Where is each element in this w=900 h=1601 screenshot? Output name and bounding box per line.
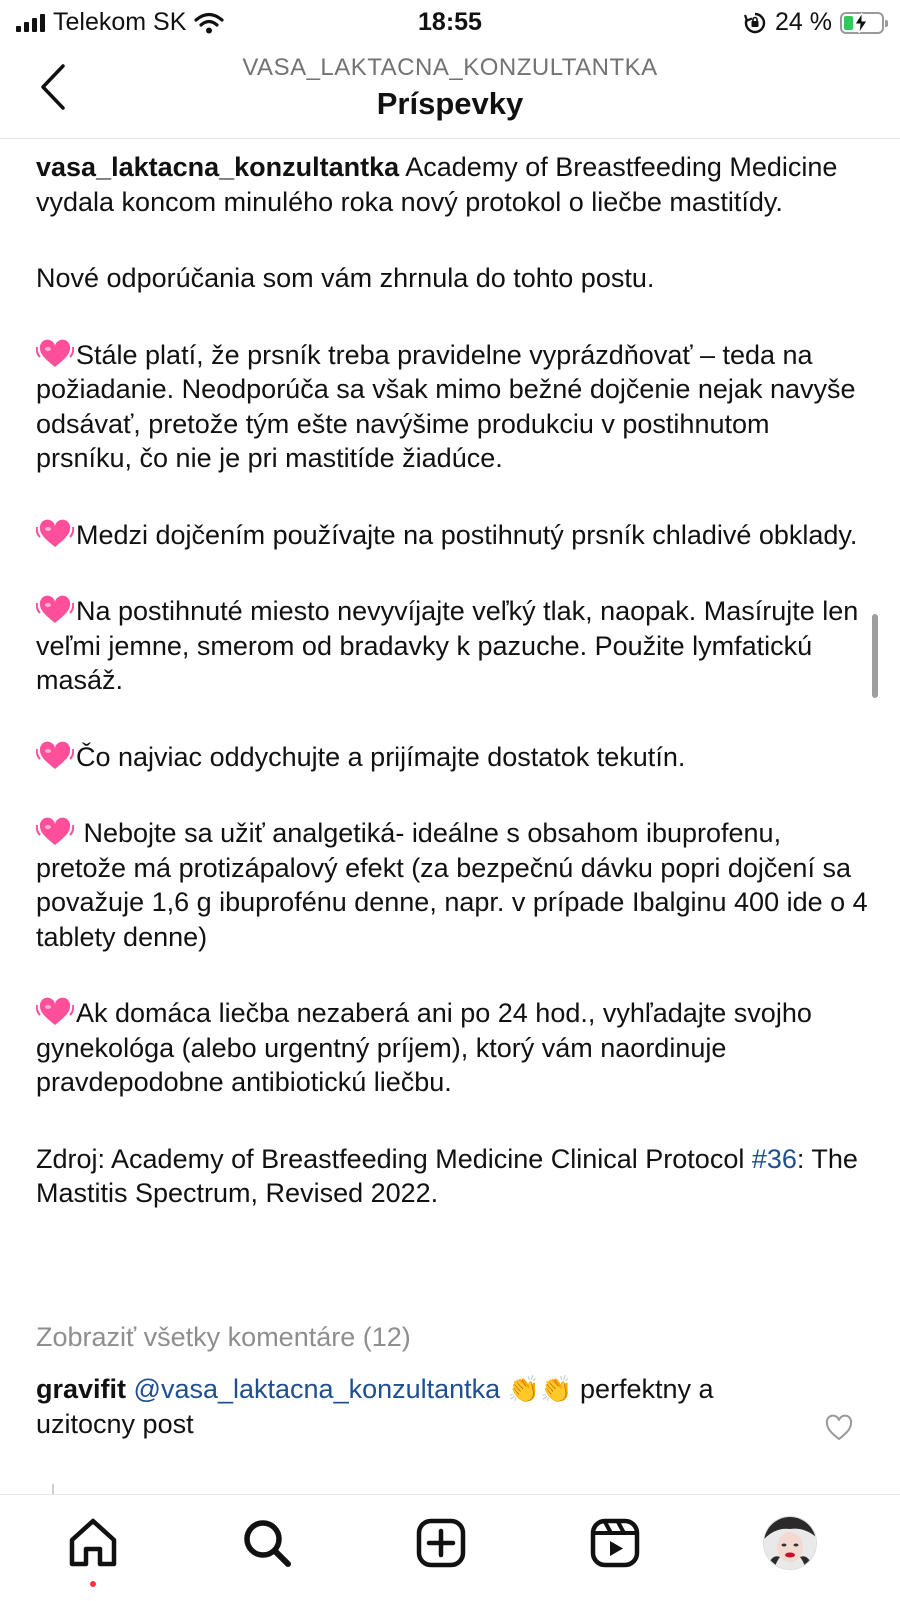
tab-home[interactable] [63,1513,123,1573]
profile-avatar [763,1516,817,1570]
battery-cap [885,20,888,27]
tab-create[interactable] [411,1513,471,1573]
page-title: Príspevky [376,86,524,121]
caption-point [36,338,870,476]
comment-text: perfektny a uzitocny post [36,1374,714,1439]
post-caption [36,150,870,1211]
sparkling-heart-icon [36,817,74,847]
source-prefix: Zdroj: Academy of Breastfeeding Medicine Clinical Protocol [36,1143,752,1174]
bottom-tab-bar [0,1494,900,1601]
caption-point [36,996,870,1100]
caption-point-text: Nebojte sa užiť analgetiká- ideálne s obsahom ibuprofenu, pretože má protizápalový efekt (za bezpečnú dávku popri dojčení sa považuje 1,6 g ibuprofénu denne, napr. v prípade Ibalginu 400 ide o 4 tablety denne) [36,818,868,952]
sparkling-heart-icon [36,519,74,549]
status-bar [0,0,900,44]
caption-point-text: Na postihnuté miesto nevyvíjajte veľký tlak, naopak. Masírujte len veľmi jemne, smerom od bradavky k pazuche. Použite lymfatickú masáž. [36,596,859,695]
caption-point [36,594,870,698]
clock: 18:55 [418,8,482,36]
orientation-lock-icon [743,11,767,35]
clapping-hands-emoji: 👏👏 [507,1374,573,1404]
page-header [0,44,900,139]
sparkling-heart-icon [36,595,74,625]
caption-intro-paragraph [36,150,870,219]
comment-username[interactable]: gravifit [36,1374,127,1404]
home-icon [66,1516,120,1570]
caption-point-text: Stále platí, že prsník treba pravidelne vyprázdňovať – teda na požiadanie. Neodporúča sa však mimo bežné dojčenie nejak navyše odsávať, pretože tým ešte navýšime produkciu v postihnutom prsníku, čo nie je pri mastitíde žiadúce. [36,339,856,473]
status-right [743,8,884,37]
sparkling-heart-icon [36,339,74,369]
notification-dot [90,1581,96,1587]
caption-username[interactable]: vasa_laktacna_konzultantka [36,152,400,182]
caption-intro: Academy of Breastfeeding Medicine vydala koncom minulého roka nový protokol o liečbe mastitídy. [36,152,838,217]
caption-point [36,518,870,553]
charging-bolt-icon [854,13,868,33]
caption-source [36,1142,870,1211]
tab-reels[interactable] [585,1513,645,1573]
comment-like-heart-icon[interactable] [824,1414,854,1442]
tab-search[interactable] [237,1513,297,1573]
comment-item [36,1372,816,1441]
caption-point [36,816,870,954]
battery-level [844,16,853,30]
avatar-image [764,1517,816,1569]
battery-icon [840,12,884,34]
create-icon [414,1516,468,1570]
tab-profile[interactable] [760,1513,820,1573]
search-icon [240,1516,294,1570]
battery-percent: 24 % [775,8,832,36]
comment-mention[interactable]: @vasa_laktacna_konzultantka [133,1374,501,1404]
source-suffix: : The Mastitis Spectrum, Revised 2022. [36,1143,858,1208]
carrier-name: Telekom SK [53,8,187,36]
caption-point-text: Ak domáca liečba nezaberá ani po 24 hod., vyhľadajte svojho gynekológa (alebo urgentný príjem), ktorý vám naordinuje pravdepodobne antibiotickú liečbu. [36,998,812,1097]
hashtag-link[interactable]: #36 [751,1143,797,1174]
caption-point-text: Čo najviac oddychujte a prijímajte dostatok tekutín. [76,741,686,772]
scroll-indicator[interactable] [872,614,878,698]
sparkling-heart-icon [36,741,74,771]
caption-summary: Nové odporúčania som vám zhrnula do tohto postu. [36,263,655,293]
caption-point [36,740,870,775]
account-username-heading: VASA_LAKTACNA_KONZULTANTKA [242,54,658,81]
reels-icon [588,1516,642,1570]
view-all-comments-link[interactable]: Zobraziť všetky komentáre (12) [36,1322,411,1352]
sparkling-heart-icon [36,997,74,1027]
caption-point-text: Medzi dojčením používajte na postihnutý prsník chladivé obklady. [76,519,858,550]
